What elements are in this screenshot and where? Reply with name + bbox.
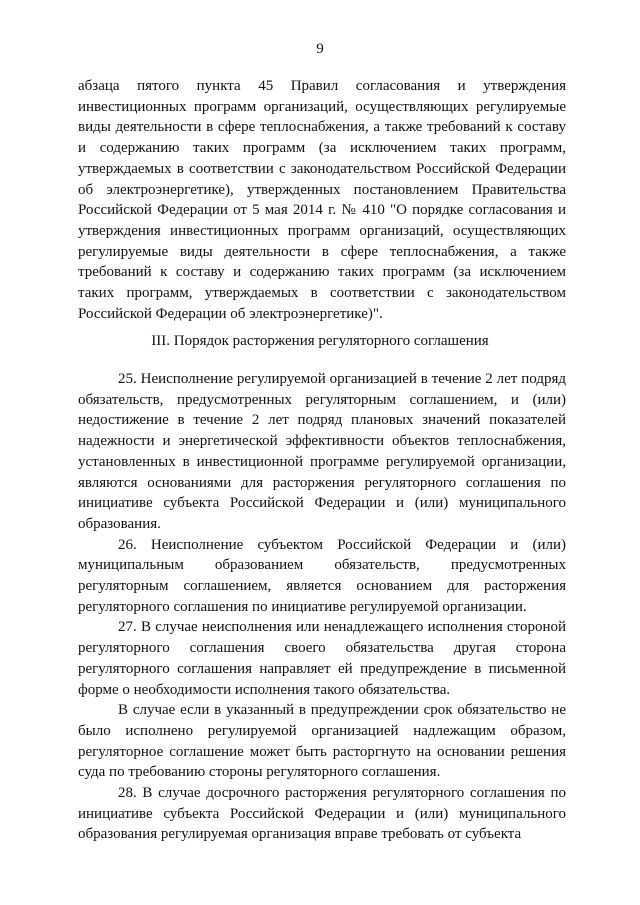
paragraph-27: 27. В случае неисполнения или ненадлежащего исполнения стороной регуляторного соглашения своего обязательства другая сторона регуляторного соглашения направляет ей предупреждение в письменной форме о необходимости исполнения такого обязательства. [78,619,566,698]
continuation-paragraph: абзаца пятого пункта 45 Правил согласования и утверждения инвестиционных программ организаций, осуществляющих регулируемые виды деятельности в сфере теплоснабжения, а также требований к составу и содержанию таких программ (за исключением таких программ, утверждаемых в соответствии с законодательством Российской Федерации об электроэнергетике), утвержденных постановлением Правительства Российской Федерации от 5 мая 2014 г. № 410 "О порядке согласования и утверждения инвестиционных программ организаций, осуществляющих регулируемые виды деятельности в сфере теплоснабжения, а также требований к составу и содержанию таких программ (за исключением таких программ, утверждаемых в соответствии с законодательством Российской Федерации об электроэнергетике)". [78,78,566,322]
section-body [78,369,566,845]
section-heading: III. Порядок расторжения регуляторного соглашения [151,333,489,349]
page-number: 9 [316,41,324,57]
paragraph-27-continuation: В случае если в указанный в предупреждении срок обязательство не было исполнено регулируемой организацией надлежащим образом, регуляторное соглашение может быть расторгнуто на основании решения суда по требованию стороны регуляторного соглашения. [78,702,566,781]
paragraph-28: 28. В случае досрочного расторжения регуляторного соглашения по инициативе субъекта Российской Федерации и (или) муниципального образования регулируемая организация вправе требовать от субъекта [78,785,566,843]
paragraph-25: 25. Неисполнение регулируемой организацией в течение 2 лет подряд обязательств, предусмотренных регуляторным соглашением, и (или) недостижение в течение 2 лет подряд плановых значений показателей надежности и энергетической эффективности объектов теплоснабжения, установленных в инвестиционной программе регулируемой организации, являются основаниями для расторжения регуляторного соглашения по инициативе субъекта Российской Федерации и (или) муниципального образования. [78,371,566,532]
paragraph-26: 26. Неисполнение субъектом Российской Федерации и (или) муниципальным образованием обязательств, предусмотренных регуляторным соглашением, является основанием для расторжения регуляторного соглашения по инициативе регулируемой организации. [78,536,566,615]
continuation-paragraph-block [78,76,566,324]
